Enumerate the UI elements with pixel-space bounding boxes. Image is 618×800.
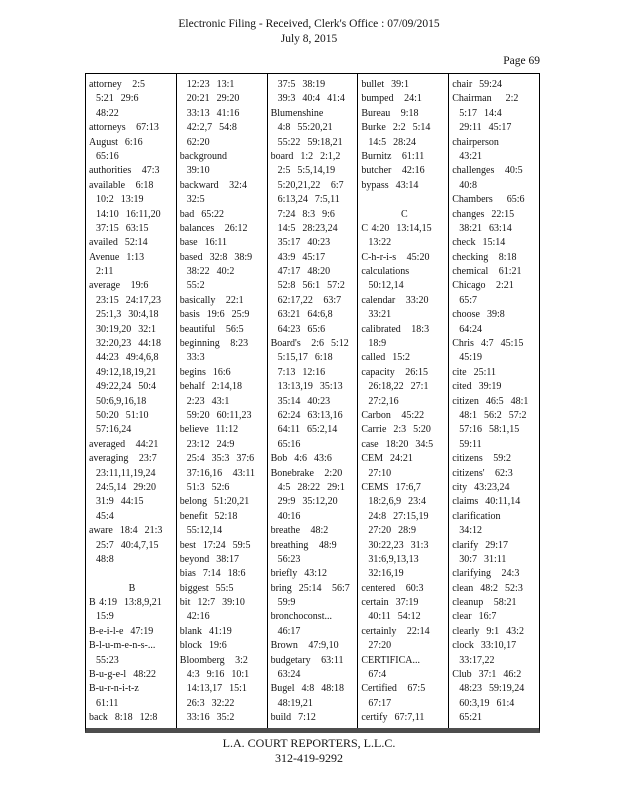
index-line: Avenue 1:13 [89, 251, 145, 263]
index-line: B-e-i-l-e 47:19 [89, 625, 154, 637]
index-line: availed 52:14 [89, 237, 148, 249]
index-line: 15:9 [89, 611, 114, 623]
index-line: August 6:16 [89, 136, 143, 148]
index-line: 33:17,22 [452, 654, 495, 666]
index-line: 33:16 35:2 [179, 712, 235, 724]
hearing-date: July 8, 2015 [280, 33, 338, 45]
index-line: changes 22:15 [452, 208, 515, 220]
index-line: Bob 4:6 43:6 [270, 453, 332, 465]
index-line: 27:2,16 [361, 395, 399, 407]
index-line: Blumenshine [270, 107, 324, 119]
index-line: benefit 52:18 [179, 510, 238, 522]
index-line: bad 65:22 [179, 208, 225, 220]
index-line: calculations [361, 266, 410, 278]
index-line: aware 18:4 21:3 [89, 525, 163, 537]
index-line: 48:1 56:2 57:2 [452, 409, 527, 421]
index-line: Bloomberg 3:2 [179, 654, 248, 666]
index-line: 67:4 [361, 669, 387, 681]
index-line [361, 193, 447, 207]
index-line: 30:7 31:11 [452, 553, 507, 565]
index-line: 24:8 27:15,19 [361, 510, 429, 522]
index-line: 42:2,7 54:8 [179, 122, 237, 134]
index-line: 65:16 [89, 150, 119, 162]
index-line: 5:21 29:6 [89, 93, 139, 105]
index-column [357, 74, 448, 728]
index-line: chemical 61:21 [452, 266, 522, 278]
index-line: B 4:19 13:8,9,21 [89, 597, 162, 609]
index-line: 29:11 45:17 [452, 122, 512, 134]
index-line: 61:11 [89, 697, 119, 709]
index-line: 37:16,16 43:11 [179, 467, 255, 479]
index-line: 63:21 64:6,8 [270, 309, 333, 321]
index-line: based 32:8 38:9 [179, 251, 253, 263]
index-line: 55:12,14 [179, 525, 223, 537]
index-line: average 19:6 [89, 280, 149, 292]
letter-section-header: B [128, 582, 136, 594]
index-line: called 15:2 [361, 352, 411, 364]
index-line: 2:11 [89, 266, 114, 278]
index-line: board 1:2 2:1,2 [270, 150, 341, 162]
index-line: 44:23 49:4,6,8 [89, 352, 159, 364]
index-line: cited 39:19 [452, 381, 502, 393]
index-line: Chicago 2:21 [452, 280, 514, 292]
index-line: 64:11 65:2,14 [270, 424, 338, 436]
index-line: 57:16 58:1,15 [452, 424, 520, 436]
index-line: 37:5 38:19 [270, 79, 326, 90]
index-line: 48:19,21 [270, 697, 313, 709]
index-line: 13:22 [361, 237, 392, 249]
index-line: challenges 40:5 [452, 165, 523, 177]
index-line: 5:20,21,22 6:7 [270, 179, 344, 191]
index-line: claims 40:11,14 [452, 496, 521, 508]
index-line: 23:12 24:9 [179, 438, 235, 450]
index-line: 5:15,17 6:18 [270, 352, 333, 364]
index-line: B-u-g-e-l 48:22 [89, 669, 156, 681]
index-line: basis 19:6 25:9 [179, 309, 250, 321]
index-line: attorney 2:5 [89, 79, 146, 90]
index-line: 4:5 28:22 29:1 [270, 481, 345, 493]
index-line: 40:11 54:12 [361, 611, 421, 623]
index-line: 24:5,14 29:20 [89, 481, 157, 493]
index-line: 33:3 [179, 352, 205, 364]
index-line: 38:22 40:2 [179, 266, 235, 278]
index-line: bumped 24:1 [361, 93, 422, 105]
index-line: clearly 9:1 43:2 [452, 625, 524, 637]
index-line: Certified 67:5 [361, 683, 426, 695]
index-line: Chambers 65:6 [452, 194, 525, 206]
index-line: 45:19 [452, 352, 482, 364]
index-line: 32:5 [179, 194, 205, 206]
index-line: Bureau 9:18 [361, 107, 419, 119]
index-line: 32:16,19 [361, 568, 404, 580]
index-line: 6:13,24 7:5,11 [270, 194, 340, 206]
index-line: 65:7 [452, 294, 477, 306]
index-line: certify 67:7,11 [361, 712, 425, 724]
index-line: blank 41:19 [179, 625, 232, 637]
index-line: 50:6,9,16,18 [89, 395, 147, 407]
index-line: 59:9 [270, 597, 296, 609]
index-line: 27:20 [361, 640, 392, 652]
index-line: citizens' 62:3 [452, 467, 513, 479]
index-line: 42:16 [179, 611, 210, 623]
index-line: bullet 39:1 [361, 79, 409, 90]
index-line: breathing 48:9 [270, 539, 337, 551]
index-line: 57:16,24 [89, 424, 132, 436]
index-line: 64:23 65:6 [270, 323, 326, 335]
index-line: belong 51:20,21 [179, 496, 250, 508]
index-line: 23:15 24:17,23 [89, 294, 162, 306]
index-line: CEM 24:21 [361, 453, 413, 465]
index-line: check 15:14 [452, 237, 506, 249]
index-line: 62:24 63:13,16 [270, 409, 343, 421]
index-line: Carrie 2:3 5:20 [361, 424, 431, 436]
index-line: C 4:20 13:14,15 [361, 222, 432, 234]
index-line: 14:10 16:11,20 [89, 208, 161, 220]
index-line: 62:20 [179, 136, 210, 148]
index-line: 67:17 [361, 697, 392, 709]
index-line: 7:13 12:16 [270, 366, 326, 378]
index-line: beginning 8:23 [179, 338, 249, 350]
index-line: Bonebrake 2:20 [270, 467, 343, 479]
index-line: calendar 33:20 [361, 294, 429, 306]
index-line: 63:24 [270, 669, 301, 681]
index-line: block 19:6 [179, 640, 227, 652]
index-line: Burnitz 61:11 [361, 150, 425, 162]
index-line: 59:11 [452, 438, 482, 450]
index-line: budgetary 63:11 [270, 654, 344, 666]
index-line: 2:5 5:5,14,19 [270, 165, 336, 177]
index-line: attorneys 67:13 [89, 122, 159, 134]
index-line: 56:23 [270, 553, 301, 565]
index-line: B-u-r-n-i-t-z [89, 683, 139, 695]
index-line: certainly 22:14 [361, 625, 430, 637]
index-line: Brown 47:9,10 [270, 640, 339, 652]
letter-section-header: C [400, 208, 408, 220]
index-line: 65:21 [452, 712, 482, 724]
index-line: 13:13,19 35:13 [270, 381, 343, 393]
index-line: 31:9 44:15 [89, 496, 144, 508]
index-line: B-l-u-m-e-n-s-... [89, 640, 156, 652]
index-line: 48:8 [89, 553, 114, 565]
index-line: 30:22,23 31:3 [361, 539, 429, 551]
index-line: 59:20 60:11,23 [179, 409, 252, 421]
index-line: 27:10 [361, 467, 392, 479]
index-line: 46:17 [270, 625, 301, 637]
index-line: capacity 26:15 [361, 366, 428, 378]
index-line: Chris 4:7 45:15 [452, 338, 524, 350]
index-line: 25:1,3 30:4,18 [89, 309, 159, 321]
index-line: 31:6,9,13,13 [361, 553, 419, 565]
index-line: clarifying 24:3 [452, 568, 520, 580]
index-line: 26:18,22 27:1 [361, 381, 429, 393]
index-line: 27:20 28:9 [361, 525, 416, 537]
index-line: 35:14 40:23 [270, 395, 331, 407]
index-line: Burke 2:2 5:14 [361, 122, 431, 134]
index-line: 29:9 35:12,20 [270, 496, 338, 508]
index-line: 26:3 32:22 [179, 697, 235, 709]
index-line: backward 32:4 [179, 179, 247, 191]
index-line: 18:2,6,9 23:4 [361, 496, 426, 508]
index-line: 55:22 59:18,21 [270, 136, 343, 148]
index-line: 55:23 [89, 654, 119, 666]
index-line: Chairman 2:2 [452, 93, 519, 105]
index-line: available 6:18 [89, 179, 154, 191]
index-line: biggest 55:5 [179, 582, 234, 594]
index-line: authorities 47:3 [89, 165, 160, 177]
index-line: 48:23 59:19,24 [452, 683, 525, 695]
index-line: bypass 43:14 [361, 179, 419, 191]
index-line: 32:20,23 44:18 [89, 338, 162, 350]
index-line: certain 37:19 [361, 597, 419, 609]
index-line: 38:21 63:14 [452, 222, 512, 234]
index-line: chair 59:24 [452, 79, 502, 90]
index-line: beyond 38:17 [179, 553, 240, 565]
index-line: begins 16:6 [179, 366, 231, 378]
index-line: clean 48:2 52:3 [452, 582, 523, 594]
index-line: 18:9 [361, 338, 387, 350]
index-line: Carbon 45:22 [361, 409, 425, 421]
index-line: 64:24 [452, 323, 482, 335]
index-line: averaged 44:21 [89, 438, 159, 450]
index-line: 33:21 [361, 309, 392, 321]
index-line: choose 39:8 [452, 309, 505, 321]
index-line: 47:17 48:20 [270, 266, 331, 278]
index-line: base 16:11 [179, 237, 227, 249]
index-line: 7:24 8:3 9:6 [270, 208, 335, 220]
index-line: 48:22 [89, 107, 119, 119]
index-line: 65:16 [270, 438, 301, 450]
index-line: back 8:18 12:8 [89, 712, 158, 724]
index-line: city 43:23,24 [452, 481, 510, 493]
index-line: 14:5 28:23,24 [270, 222, 338, 234]
index-line: clarify 29:17 [452, 539, 509, 551]
court-reporter-name: L.A. COURT REPORTERS, L.L.C. [222, 736, 396, 750]
index-line: clock 33:10,17 [452, 640, 517, 652]
index-line: averaging 23:7 [89, 453, 157, 465]
index-line: 50:20 51:10 [89, 409, 149, 421]
index-line: behalf 2:14,18 [179, 381, 243, 393]
index-line: Bugel 4:8 48:18 [270, 683, 345, 695]
page-number: Page 69 [503, 55, 540, 67]
index-line: 30:19,20 32:1 [89, 323, 157, 335]
index-column [176, 74, 267, 728]
index-line: 45:4 [89, 510, 114, 522]
index-line: centered 60:3 [361, 582, 424, 594]
index-line: believe 11:12 [179, 424, 239, 436]
index-line: 25:4 35:3 37:6 [179, 453, 255, 465]
index-line: 43:21 [452, 150, 482, 162]
index-line: build 7:12 [270, 712, 316, 724]
index-line: 52:8 56:1 57:2 [270, 280, 345, 292]
index-line: cite 25:11 [452, 366, 497, 378]
index-line: basically 22:1 [179, 294, 244, 306]
index-line: butcher 42:16 [361, 165, 425, 177]
index-line: 40:8 [452, 179, 477, 191]
index-line: case 18:20 34:5 [361, 438, 434, 450]
index-line: 60:3,19 61:4 [452, 697, 515, 709]
index-line: calibrated 18:3 [361, 323, 430, 335]
index-line: breathe 48:2 [270, 525, 329, 537]
index-line: 20:21 29:20 [179, 93, 240, 105]
index-line: 12:23 13:1 [179, 79, 235, 90]
index-line: 39:3 40:4 41:4 [270, 93, 345, 105]
index-line: Club 37:1 46:2 [452, 669, 522, 681]
index-line: 25:7 40:4,7,15 [89, 539, 159, 551]
index-line: CERTIFICA... [361, 654, 420, 666]
index-line: 5:17 14:4 [452, 107, 502, 119]
index-line: 39:10 [179, 165, 210, 177]
index-line: checking 8:18 [452, 251, 517, 263]
index-line: 33:13 41:16 [179, 107, 240, 119]
index-line: 62:17,22 63:7 [270, 294, 342, 306]
index-line: 50:12,14 [361, 280, 404, 292]
index-line: CEMS 17:6,7 [361, 481, 421, 493]
index-line: 35:17 40:23 [270, 237, 331, 249]
index-line: 14:13,17 15:1 [179, 683, 247, 695]
index-line: bias 7:14 18:6 [179, 568, 246, 580]
index-line: best 17:24 59:5 [179, 539, 251, 551]
index-line: clear 16:7 [452, 611, 497, 623]
court-reporter-phone: 312-419-9292 [275, 751, 343, 765]
index-line: clarification [452, 510, 501, 522]
index-line: 40:16 [270, 510, 301, 522]
word-index-table [85, 73, 540, 733]
index-line: balances 26:12 [179, 222, 248, 234]
index-column [448, 74, 539, 728]
index-line: 10:2 13:19 [89, 194, 144, 206]
index-line: 23:11,11,19,24 [89, 467, 156, 479]
index-column [267, 74, 358, 728]
index-line: bring 25:14 56:7 [270, 582, 350, 594]
index-line: citizens 59:2 [452, 453, 512, 465]
index-line: 43:9 45:17 [270, 251, 326, 263]
index-line: Board's 2:6 5:12 [270, 338, 349, 350]
index-line: 49:12,18,19,21 [89, 366, 157, 378]
index-line: 4:3 9:16 10:1 [179, 669, 250, 681]
index-line: 4:8 55:20,21 [270, 122, 333, 134]
index-line: briefly 43:12 [270, 568, 328, 580]
index-line: bit 12:7 39:10 [179, 597, 245, 609]
index-line: citizen 46:5 48:1 [452, 395, 529, 407]
index-line: 34:12 [452, 525, 482, 537]
index-line: bronchoconst... [270, 611, 332, 623]
index-line: 2:23 43:1 [179, 395, 230, 407]
electronic-filing-stamp: Electronic Filing - Received, Clerk's Office : 07/09/2015 [178, 18, 440, 30]
index-line: 51:3 52:6 [179, 481, 230, 493]
index-line: 55:2 [179, 280, 205, 292]
index-line: 14:5 28:24 [361, 136, 416, 148]
index-line: chairperson [452, 136, 499, 148]
index-line: background [179, 150, 228, 162]
index-line [89, 567, 175, 581]
index-line: 37:15 63:15 [89, 222, 149, 234]
index-line: 49:22,24 50:4 [89, 381, 157, 393]
index-line: beautiful 56:5 [179, 323, 244, 335]
index-line: cleanup 58:21 [452, 597, 517, 609]
index-column [86, 74, 176, 728]
index-line: C-h-r-i-s 45:20 [361, 251, 430, 263]
